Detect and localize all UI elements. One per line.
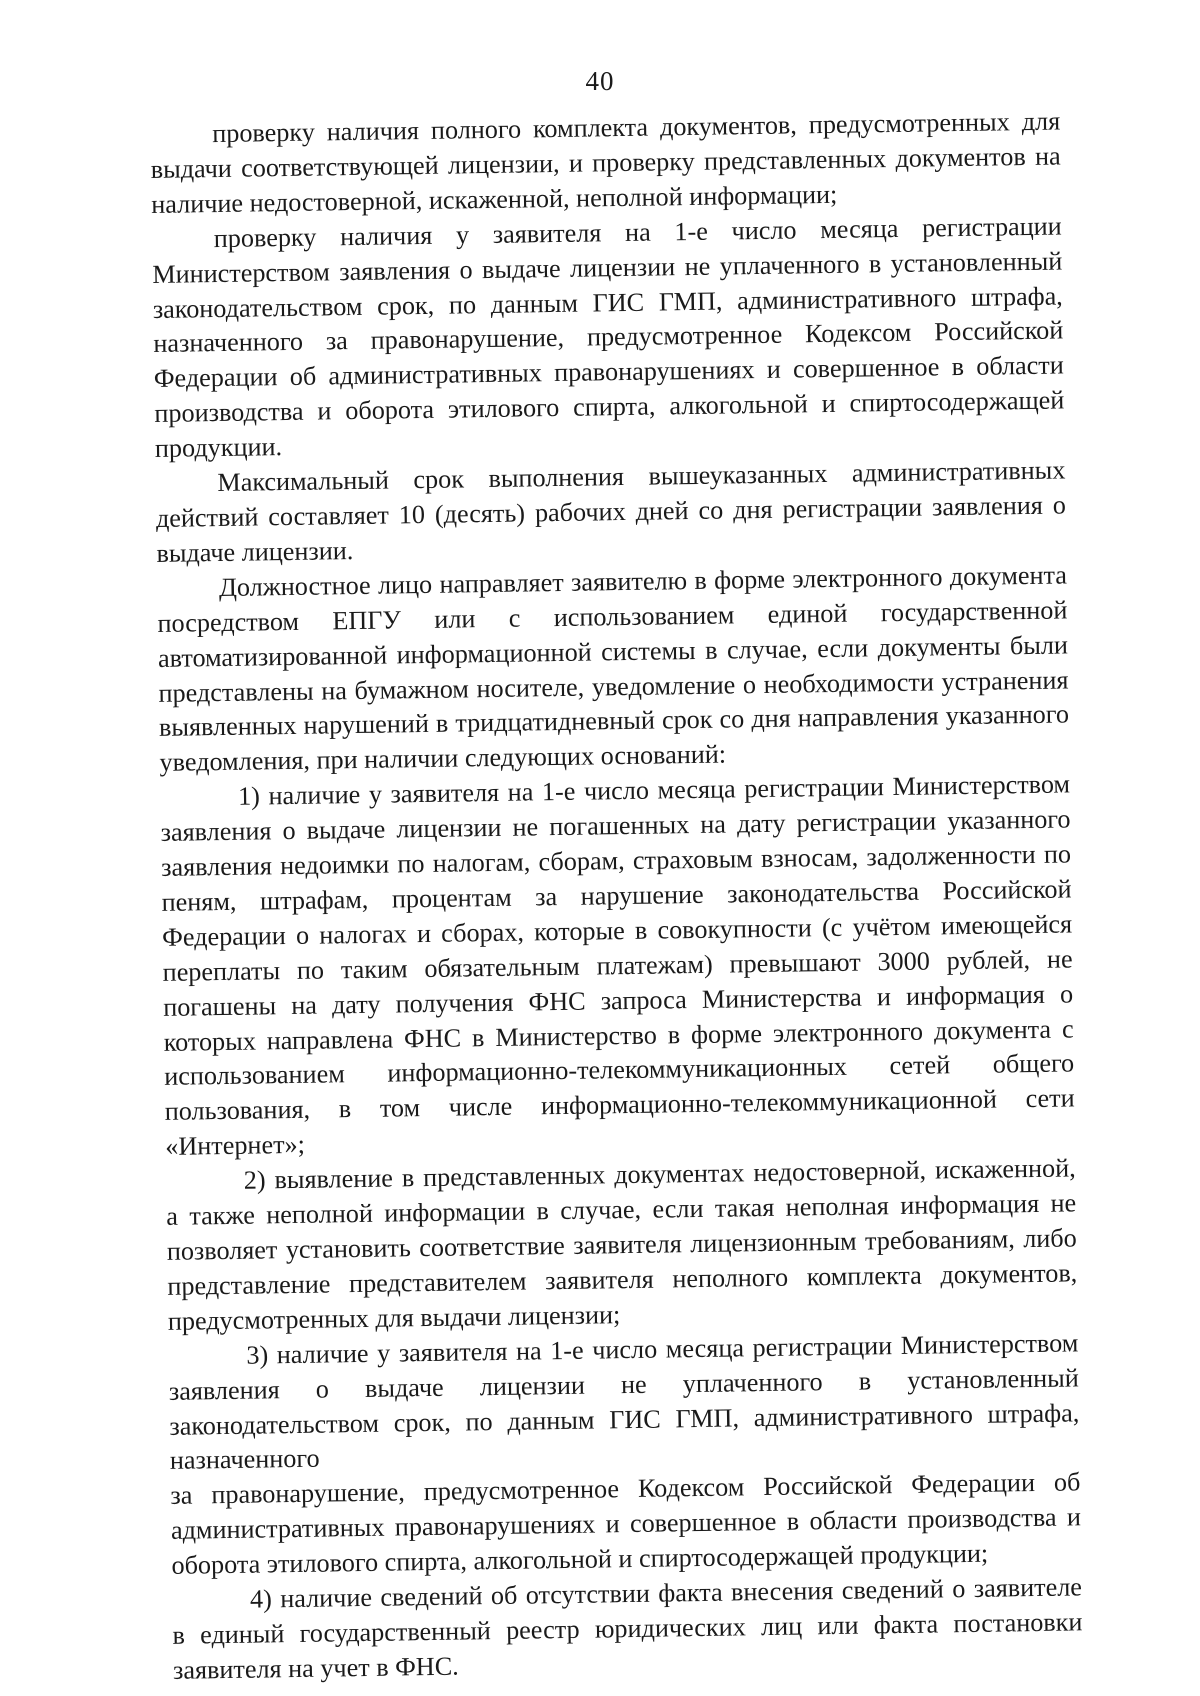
paragraph-document-check: проверку наличия полного комплекта документов, предусмотренных для выдачи соответствующей лицензии, и проверку представленных документов на наличие недостоверной, искаженной, неполной информации; <box>150 106 1061 219</box>
paragraph-fine-check: проверку наличия у заявителя на 1-е число месяца регистрации Министерством заявления о выдаче лицензии не уплаченного в установленный законодательством срок, по данным ГИС ГМП, административного штрафа, назначенного за правонарушение, предусмотренное Кодексом Российской Федерации об административных правонарушениях и совершенное в области производства и оборота этилового спирта, алкогольной и спиртосодержащей продукции. <box>152 211 1065 464</box>
list-item-3-continued: за правонарушение, предусмотренное Кодексом Российской Федерации об административных правонарушениях и совершенное в области производства и оборота этилового спирта, алкогольной и спиртосодержащей продукции; <box>170 1467 1082 1580</box>
document-body <box>150 105 1083 1689</box>
list-item-4: 4) наличие сведений об отсутствии факта внесения сведений о заявителе в единый государственный реестр юридических лиц или факта постановки заявителя на учет в ФНС. <box>172 1572 1083 1685</box>
page-number: 40 <box>585 66 615 96</box>
paragraph-max-term: Максимальный срок выполнения вышеуказанных административных действий составляет 10 (десять) рабочих дней со дня регистрации заявления о выдаче лицензии. <box>155 455 1067 568</box>
list-item-2: 2) выявление в представленных документах недостоверной, искаженной, а также неполной информации в случае, если такая неполная информация не позволяет установить соответствие заявителя лицензионным требованиям, либо представление представителем заявителя неполного комплекта документов, предусмотренных для выдачи лицензии; <box>166 1153 1078 1336</box>
list-item-3: 3) наличие у заявителя на 1-е число месяца регистрации Министерством заявления о выдаче лицензии не уплаченного в установленный законодательством срок, по данным ГИС ГМП, административного штрафа, назначенного <box>168 1328 1080 1476</box>
paragraph-notification: Должностное лицо направляет заявителю в форме электронного документа посредством ЕПГУ или с использованием единой государственной автоматизированной информационной системы в случае, если документы были представлены на бумажном носителе, уведомление о необходимости устранения выявленных нарушений в тридцатидневный срок со дня направления указанного уведомления, при наличии следующих оснований: <box>157 560 1070 778</box>
list-item-1: 1) наличие у заявителя на 1-е число месяца регистрации Министерством заявления о выдаче лицензии не погашенных на дату регистрации указанного заявления недоимки по налогам, сборам, страховым взносам, задолженности по пеням, штрафам, процентам за нарушение законодательства Российской Федерации о налогах и сборах, которые в совокупности (с учётом имеющейся переплаты по таким обязательным платежам) превышают 3000 рублей, не погашены на дату получения ФНС запроса Министерства и информация о которых направлена ФНС в Министерство в форме электронного документа с использованием информационно-телекоммуникационных сетей общего пользования, в том числе информационно-телекоммуникационной сети «Интернет»; <box>160 769 1075 1162</box>
